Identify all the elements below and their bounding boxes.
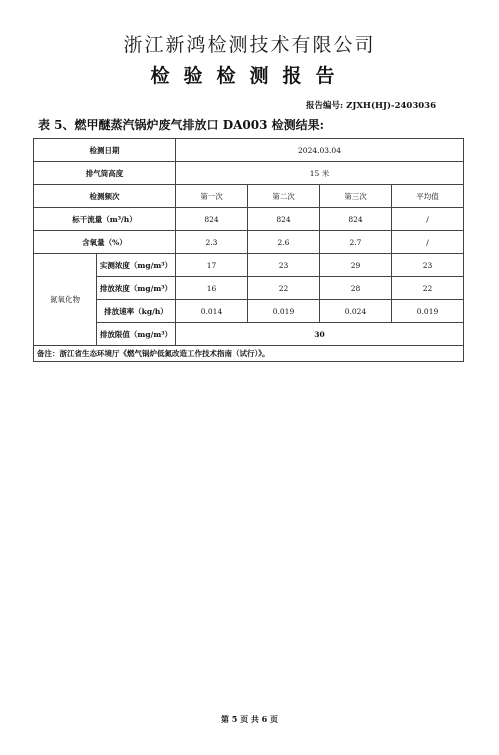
- table-cell: /: [392, 231, 464, 254]
- table-row-nox-emission: [34, 277, 464, 300]
- table-cell: 824: [248, 208, 320, 231]
- table-cell: 29: [320, 254, 392, 277]
- nox-limit-label: 排放限值（mg/m³）: [97, 323, 176, 346]
- report-title: 检验检测报告: [150, 65, 349, 87]
- column-header-avg: 平均值: [392, 185, 464, 208]
- table-cell: 16: [176, 277, 248, 300]
- column-header-2: 第二次: [248, 185, 320, 208]
- nox-group-label: 氮氧化物: [34, 254, 97, 346]
- table-cell: 22: [392, 277, 464, 300]
- stack-height-label: 排气筒高度: [34, 162, 176, 185]
- company-name: 浙江新鸿检测技术有限公司: [123, 34, 376, 56]
- table-row-note: [34, 346, 464, 362]
- table-row-nox-rate: [34, 300, 464, 323]
- table-row-nox-limit: [34, 323, 464, 346]
- table-cell: 17: [176, 254, 248, 277]
- detect-date-label: 检测日期: [34, 139, 176, 162]
- nox-limit-value: 30: [176, 323, 464, 346]
- table-row-oxygen: [34, 231, 464, 254]
- table-cell: 22: [248, 277, 320, 300]
- table-cell: 824: [176, 208, 248, 231]
- report-number-value: ZJXH(HJ)-2403036: [346, 101, 436, 111]
- report-number-label: 报告编号:: [305, 101, 344, 111]
- nox-measured-label: 实测浓度（mg/m³）: [97, 254, 176, 277]
- table-cell: 0.019: [248, 300, 320, 323]
- table-cell: 23: [248, 254, 320, 277]
- table-cell: 28: [320, 277, 392, 300]
- nox-emission-label: 排放浓度（mg/m³）: [97, 277, 176, 300]
- oxygen-label: 含氧量（%）: [34, 231, 176, 254]
- table-row-flow: [34, 208, 464, 231]
- table-cell: 0.019: [392, 300, 464, 323]
- results-table: [33, 138, 464, 362]
- table-row-frequency: [34, 185, 464, 208]
- table-cell: 2.3: [176, 231, 248, 254]
- table-row-stack-height: [34, 162, 464, 185]
- flow-label: 标干流量（m³/h）: [34, 208, 176, 231]
- table-note: 备注：浙江省生态环境厅《燃气锅炉低氮改造工作技术指南（试行）》。: [34, 346, 464, 362]
- table-cell: 824: [320, 208, 392, 231]
- table-cell: 2.6: [248, 231, 320, 254]
- table-cell: 0.014: [176, 300, 248, 323]
- table-cell: /: [392, 208, 464, 231]
- column-header-1: 第一次: [176, 185, 248, 208]
- table-row-date: [34, 139, 464, 162]
- detect-date-value: 2024.03.04: [176, 139, 464, 162]
- column-header-3: 第三次: [320, 185, 392, 208]
- table-cell: 2.7: [320, 231, 392, 254]
- stack-height-value: 15 米: [176, 162, 464, 185]
- table-cell: 23: [392, 254, 464, 277]
- page-number: 第 5 页 共 6 页: [220, 714, 279, 724]
- table-cell: 0.024: [320, 300, 392, 323]
- frequency-label: 检测频次: [34, 185, 176, 208]
- nox-rate-label: 排放速率（kg/h）: [97, 300, 176, 323]
- report-number: [306, 99, 436, 111]
- table-row-nox-measured: [34, 254, 464, 277]
- table-title: 表 5、燃甲醚蒸汽锅炉废气排放口 DA003 检测结果:: [38, 118, 325, 132]
